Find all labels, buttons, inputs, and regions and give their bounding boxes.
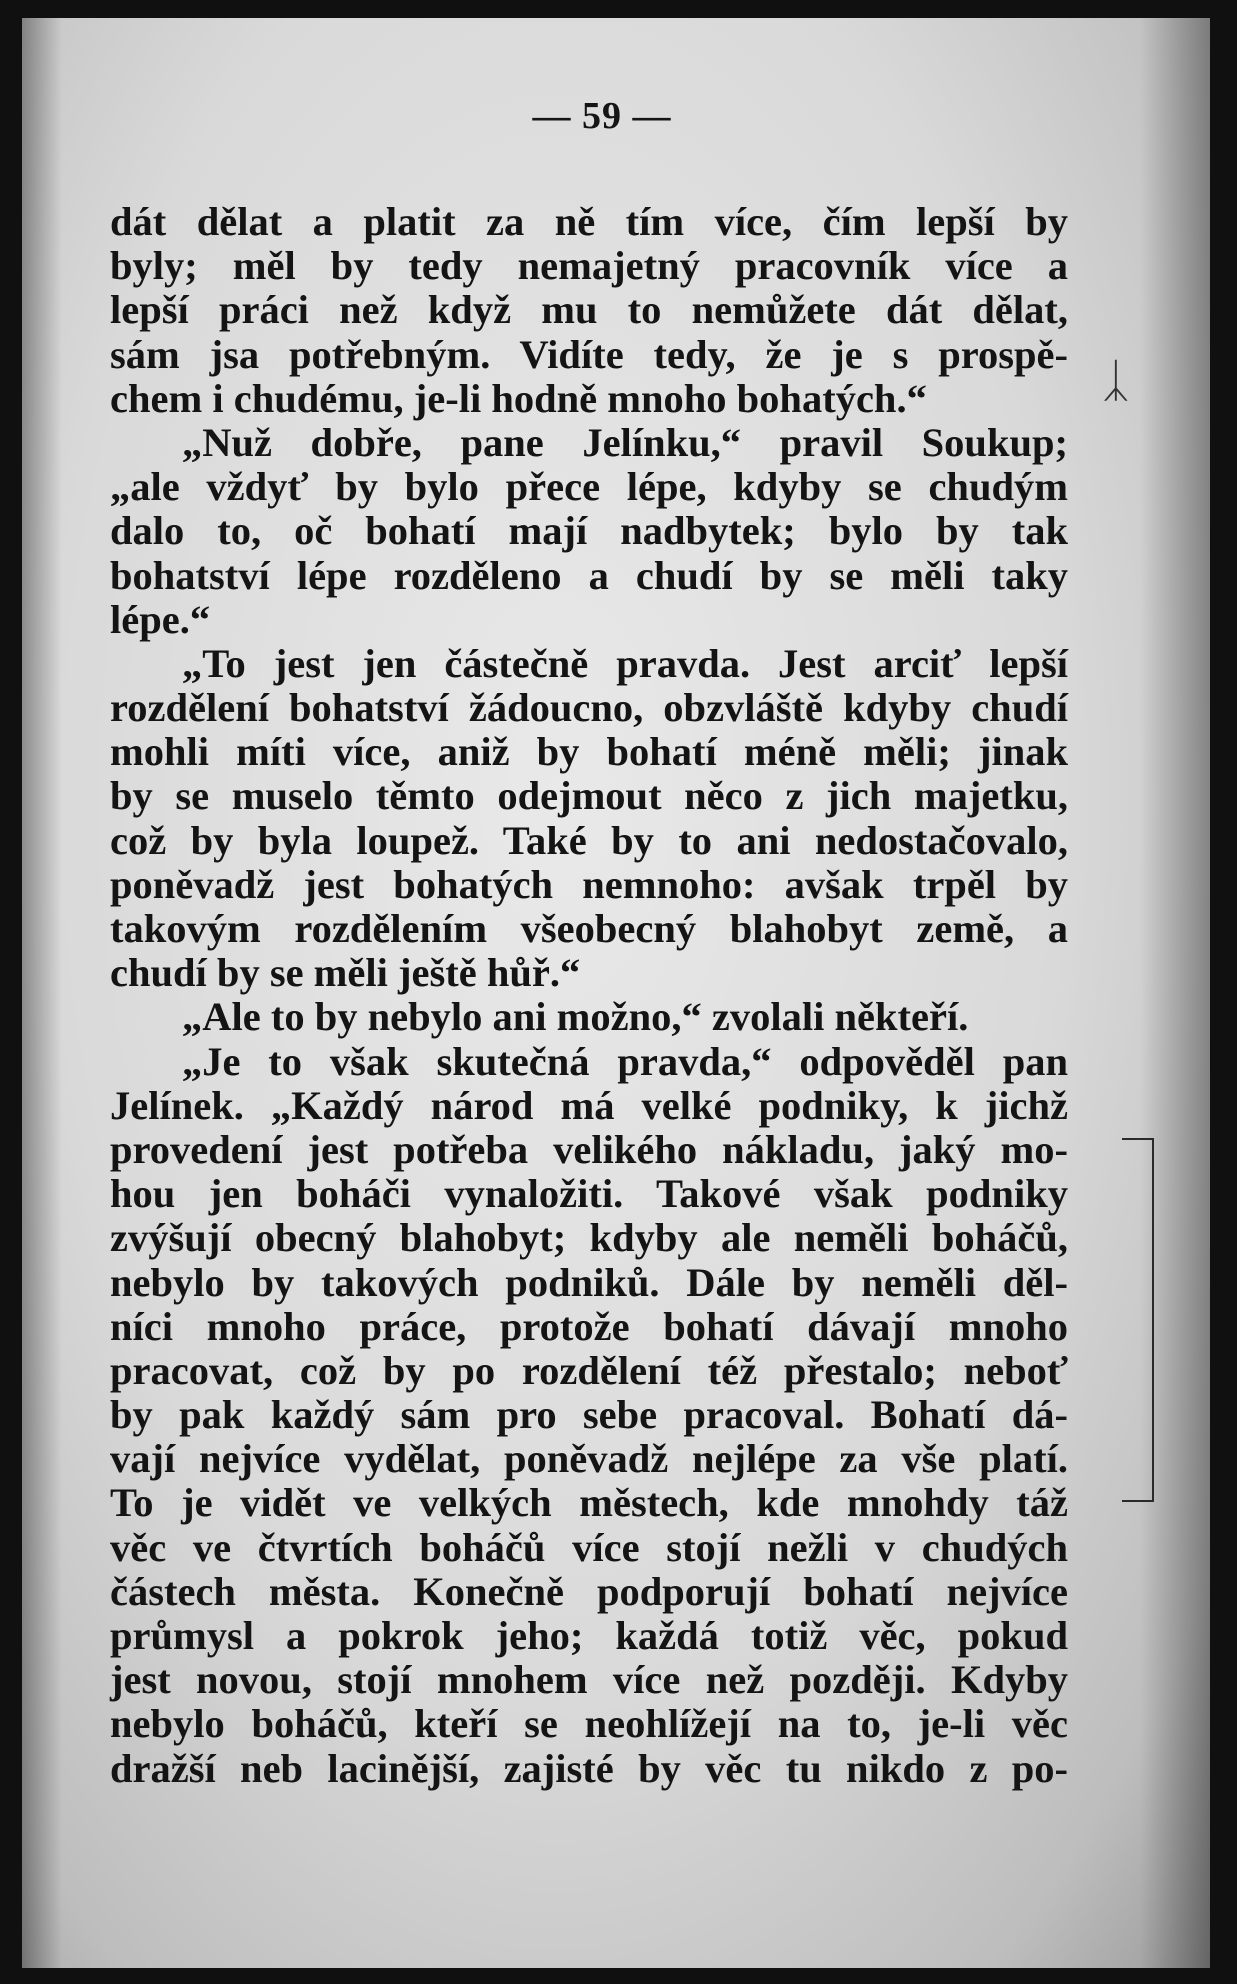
text-line: nebylo by takových podniků. Dále by neměli děl- — [110, 1259, 1068, 1305]
text-line: jest novou, stojí mnohem více než později. Kdyby — [110, 1657, 1068, 1703]
text-line: dražší neb lacinější, zajisté by věc tu nikdo z po- — [110, 1745, 1068, 1791]
spine-shadow — [22, 18, 62, 1968]
text-line: vají nejvíce vydělat, poněvadž nejlépe za vše platí. — [110, 1436, 1068, 1482]
page-edge-shadow — [1140, 18, 1210, 1968]
text-line: věc ve čtvrtích boháčů více stojí nežli v chudých — [110, 1524, 1068, 1570]
text-line: byly; měl by tedy nemajetný pracovník více a — [110, 243, 1068, 289]
text-line: chudí by se měli ještě hůř.“ — [110, 950, 581, 996]
text-line: dalo to, oč bohatí mají nadbytek; bylo by tak — [110, 508, 1068, 554]
book-page — [22, 18, 1210, 1968]
text-line: průmysl a pokrok jeho; každá totiž věc, pokud — [110, 1613, 1068, 1658]
text-line: mohli míti více, aniž by bohatí méně měli; jinak — [110, 729, 1068, 775]
text-line: by pak každý sám pro sebe pracoval. Bohatí dá- — [110, 1392, 1068, 1438]
text-line: rozdělení bohatství žádoucno, obzvláště kdyby chudí — [110, 685, 1068, 731]
text-line: lépe.“ — [110, 596, 211, 642]
page-number: — 59 — — [532, 95, 672, 137]
margin-pencil-mark-icon: ᛣ — [1102, 353, 1130, 407]
text-line: by se muselo těmto odejmout něco z jich majetku, — [110, 773, 1068, 819]
text-line: chem i chudému, je-li hodně mnoho bohatých.“ — [110, 375, 927, 421]
text-line: takovým rozdělením všeobecný blahobyt země, a — [110, 906, 1068, 951]
text-line: To je vidět ve velkých městech, kde mnohdy táž — [110, 1480, 1068, 1526]
text-line: zvýšují obecný blahobyt; kdyby ale neměli boháčů, — [110, 1215, 1068, 1261]
text-line: provedení jest potřeba velikého nákladu, jaký mo- — [110, 1126, 1068, 1172]
text-line: „ale vždyť by bylo přece lépe, kdyby se chudým — [110, 464, 1068, 510]
text-line: „Je to však skutečná pravda,“ odpověděl pan — [182, 1038, 1068, 1084]
text-line: pracovat, což by po rozdělení též přestalo; neboť — [110, 1347, 1068, 1393]
text-line: částech města. Konečně podporují bohatí nejvíce — [110, 1568, 1068, 1614]
text-line: hou jen boháči vynaložiti. Takové však podniky — [110, 1171, 1068, 1217]
text-line: lepší práci než když mu to nemůžete dát dělat, — [110, 287, 1068, 333]
text-line: Jelínek. „Každý národ má velké podniky, k jichž — [110, 1082, 1068, 1128]
text-line: níci mnoho práce, protože bohatí dávají mnoho — [110, 1303, 1068, 1349]
text-line: bohatství lépe rozděleno a chudí by se měli taky — [110, 552, 1068, 598]
body-text — [110, 200, 1068, 1791]
text-line: „To jest jen částečně pravda. Jest arciť lepší — [182, 640, 1068, 686]
text-line: poněvadž jest bohatých nemnoho: avšak trpěl by — [110, 861, 1068, 907]
margin-bracket-mark-icon — [1122, 1138, 1154, 1502]
text-line: sám jsa potřebným. Vidíte tedy, že je s prospě- — [110, 331, 1068, 377]
text-line: nebylo boháčů, kteří se neohlížejí na to, je-li věc — [110, 1701, 1068, 1747]
text-line: dát dělat a platit za ně tím více, čím lepší by — [110, 199, 1068, 244]
text-line: což by byla loupež. Také by to ani nedostačovalo, — [110, 817, 1068, 863]
text-line: „Nuž dobře, pane Jelínku,“ pravil Soukup; — [182, 419, 1068, 465]
text-line: „Ale to by nebylo ani možno,“ zvolali někteří. — [182, 994, 969, 1040]
